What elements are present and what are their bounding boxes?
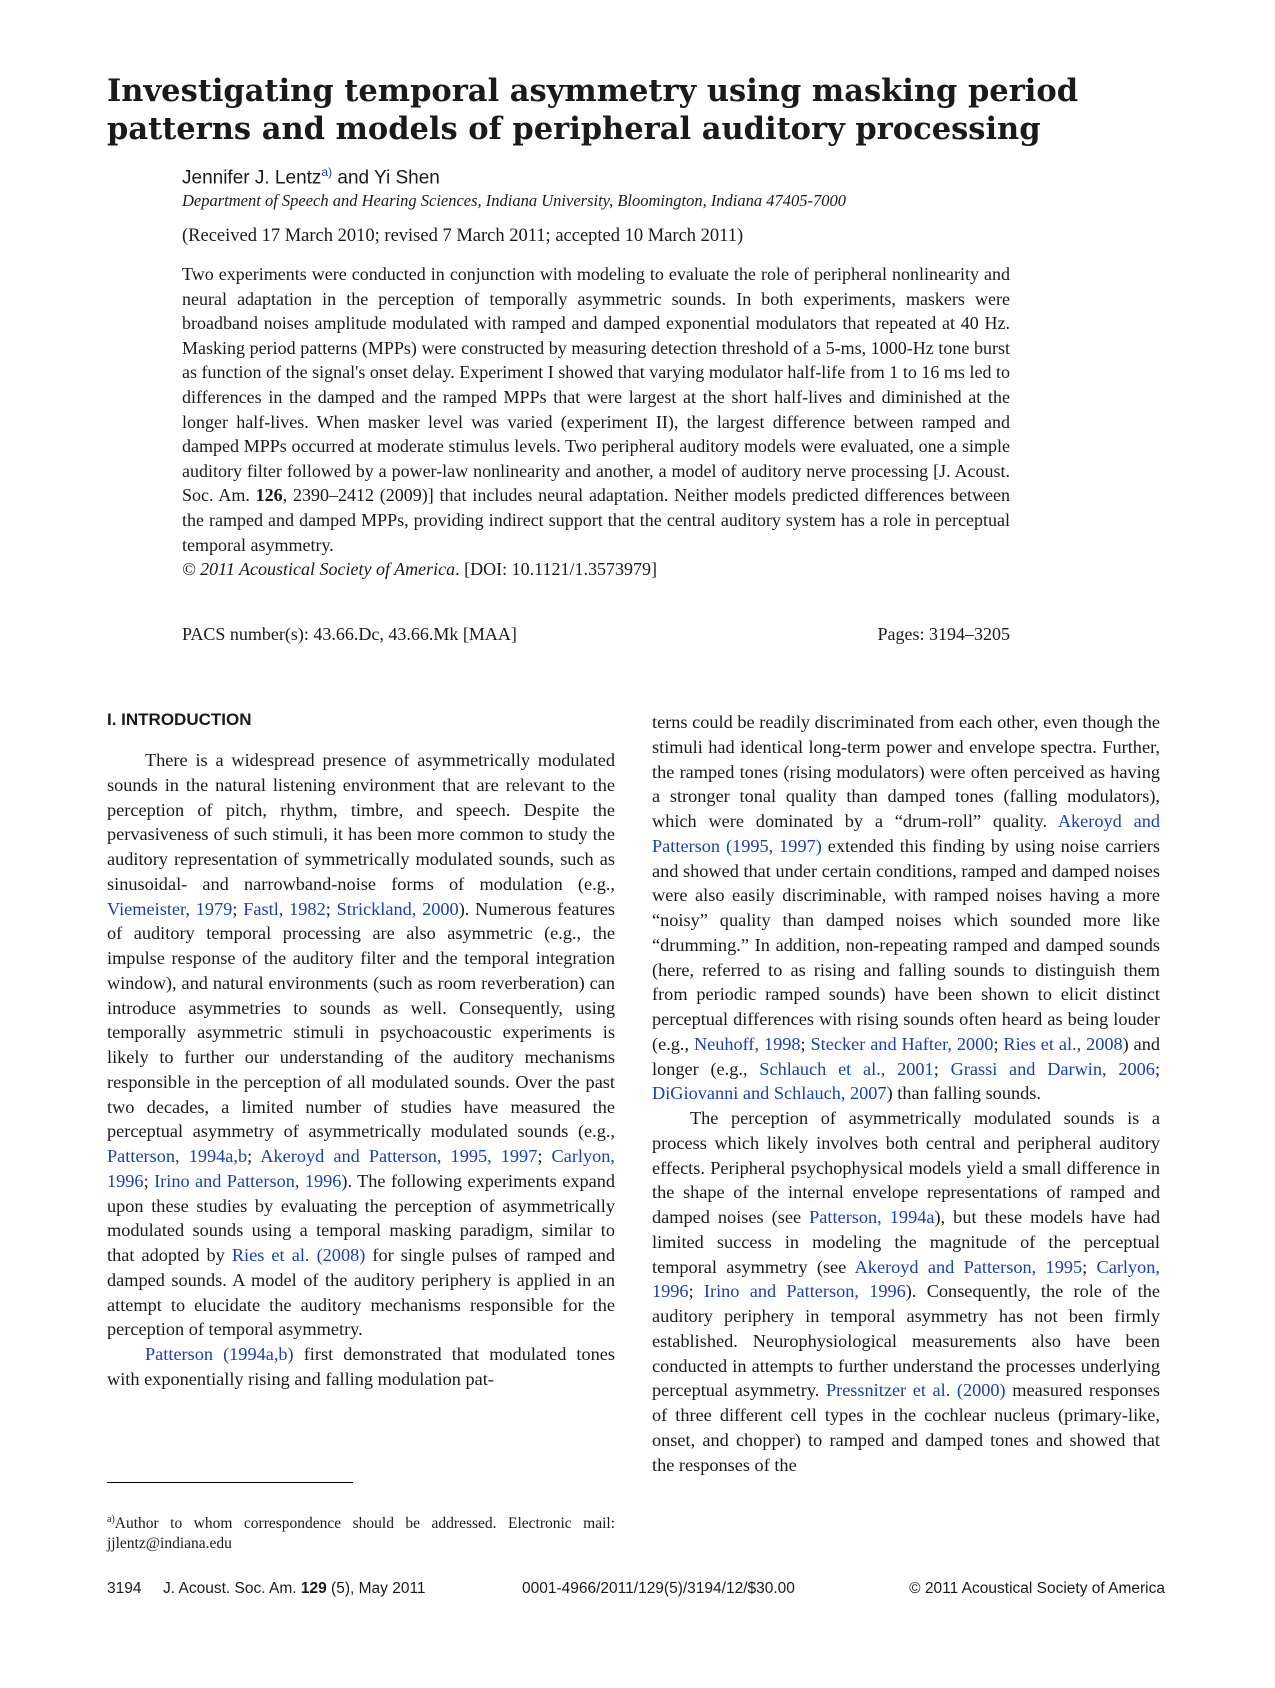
- paragraph: [652, 710, 1160, 1106]
- citation-link[interactable]: Grassi and Darwin, 2006: [950, 1058, 1155, 1079]
- journal-volume: 129: [300, 1580, 327, 1597]
- page-number: 3194: [107, 1580, 142, 1597]
- citation-link[interactable]: Carlyon, 1996: [107, 1146, 615, 1191]
- body-text: terns could be readily discriminated from each other, even though the stimuli had identical long-term power and envelope spectra. Further, the ramped tones (rising modulators) were often perceived as having a stronger tonal quality than damped tones (falling modulators), which were dominated by a “drum-roll” quality.: [652, 712, 1160, 831]
- page-range: Pages: 3194–3205: [877, 624, 1010, 644]
- citation-link[interactable]: Ries et al. (2008): [231, 1245, 366, 1265]
- citation-link[interactable]: Viemeister, 1979: [107, 898, 233, 919]
- body-text: ), but these models have had limited success in modeling the magnitude of the perceptual temporal asymmetry (see: [652, 1207, 1160, 1277]
- abstract: [182, 262, 1010, 582]
- citation-link[interactable]: Patterson (1994a,b): [145, 1344, 294, 1364]
- footer-copyright: © 2011 Acoustical Society of America: [909, 1580, 1165, 1597]
- body-text: ). The following experiments expand upon these studies by evaluating the perception of asymmetrically modulated sounds using a temporal masking paradigm, similar to that adopted by: [107, 1170, 615, 1265]
- body-text: There is a widespread presence of asymmetrically modulated sounds in the natural listening environment that are relevant to the perception of pitch, rhythm, timbre, and speech. Despite the pervasiveness of such stimuli, it has been more common to study the auditory representation of symmetrically modulated sounds, such as sinusoidal- and narrowband-noise forms of modulation (e.g.,: [107, 750, 615, 894]
- citation-link[interactable]: Stecker and Hafter, 2000: [810, 1033, 994, 1054]
- footnote-text: Author to whom correspondence should be addressed. Electronic mail: jjlentz@indiana.edu: [107, 1515, 615, 1553]
- footer-left: [107, 1580, 426, 1598]
- abstract-copyright: © 2011 Acoustical Society of America: [182, 559, 456, 580]
- paragraph: [107, 748, 615, 1342]
- pacs-numbers: PACS number(s): 43.66.Dc, 43.66.Mk [MAA]: [182, 624, 517, 644]
- body-text: ;: [537, 1146, 552, 1166]
- citation-link[interactable]: Akeroyd and Patterson (1995, 1997): [652, 811, 1160, 856]
- body-text: ;: [933, 1058, 951, 1079]
- citation-link[interactable]: DiGiovanni and Schlauch, 2007: [652, 1083, 887, 1104]
- left-column: [107, 748, 615, 1392]
- abstract-doi: . [DOI: 10.1121/1.3573979]: [455, 559, 657, 580]
- citation-link[interactable]: Irino and Patterson, 1996: [703, 1281, 906, 1302]
- body-text: ;: [325, 898, 337, 919]
- citation-link[interactable]: Carlyon, 1996: [652, 1256, 1160, 1302]
- citation-link[interactable]: Neuhoff, 1998: [693, 1033, 801, 1054]
- citation-link[interactable]: Fastl, 1982: [243, 898, 326, 919]
- citation-link[interactable]: Ries et al., 2008: [1003, 1033, 1123, 1054]
- paper-title: Investigating temporal asymmetry using masking period patterns and models of peripheral auditory processing: [107, 73, 1079, 147]
- body-text: first demonstrated that modulated tones with exponentially rising and falling modulation pat-: [107, 1344, 615, 1389]
- affiliation: Department of Speech and Hearing Sciences, Indiana University, Bloomington, Indiana 47405-7000: [182, 191, 847, 210]
- body-text: ;: [993, 1033, 1004, 1054]
- citation-link[interactable]: Patterson, 1994a,b: [107, 1146, 248, 1166]
- footer-code: 0001-4966/2011/129(5)/3194/12/$30.00: [522, 1580, 795, 1597]
- paragraph: [107, 1342, 615, 1392]
- author-name: Yi Shen: [374, 167, 440, 189]
- journal-name: J. Acoust. Soc. Am.: [163, 1580, 301, 1597]
- body-text: ;: [1082, 1256, 1097, 1277]
- body-text: for single pulses of ramped and damped sounds. A model of the auditory periphery is applied in an attempt to elucidate the auditory mechanisms responsible for the perception of temporal asymmetry.: [107, 1245, 615, 1340]
- citation-link[interactable]: Patterson, 1994a: [809, 1207, 935, 1227]
- citation-link[interactable]: Irino and Patterson, 1996: [154, 1170, 342, 1191]
- journal-issue: (5), May 2011: [326, 1580, 426, 1597]
- body-text: ;: [800, 1033, 811, 1054]
- body-text: ;: [688, 1281, 704, 1302]
- body-text: ;: [143, 1170, 155, 1191]
- body-text: ) than falling sounds.: [886, 1083, 1041, 1104]
- body-text: ). Consequently, the role of the auditory periphery in temporal asymmetry has not been firmly established. Neurophysiological measurements also have been conducted in attempts to further understand the processes underlying perceptual asymmetry.: [652, 1281, 1160, 1401]
- right-column: [652, 710, 1160, 1477]
- citation-link[interactable]: Akeroyd and Patterson, 1995, 1997: [260, 1146, 538, 1166]
- body-text: ) and longer (e.g.,: [652, 1033, 1161, 1079]
- body-text: ;: [232, 898, 244, 919]
- footnote-mark: a): [107, 1514, 115, 1525]
- author-name: Jennifer J. Lentz: [182, 167, 322, 189]
- citation-link[interactable]: Akeroyd and Patterson, 1995: [854, 1256, 1083, 1277]
- section-heading: I. INTRODUCTION: [107, 710, 252, 729]
- footnote: [107, 1510, 615, 1554]
- footnote-divider: [107, 1482, 353, 1483]
- received-dates: (Received 17 March 2010; revised 7 March 2011; accepted 10 March 2011): [182, 226, 744, 246]
- author-line: [182, 165, 440, 189]
- citation-link[interactable]: Pressnitzer et al. (2000): [825, 1380, 1006, 1401]
- abstract-text: Two experiments were conducted in conjunction with modeling to evaluate the role of peripheral nonlinearity and neural adaptation in the perception of temporally asymmetric sounds. In both experiments, maskers were broadband noises amplitude modulated with ramped and damped exponential modulators that repeated at 40 Hz. Masking period patterns (MPPs) were constructed by measuring detection threshold of a 5-ms, 1000-Hz tone burst as function of the signal's onset delay. Experiment I showed that varying modulator half-life from 1 to 16 ms led to differences in the damped and the ramped MPPs that were largest at the short half-lives and diminished at the longer half-lives. When masker level was varied (experiment II), the largest difference between ramped and damped MPPs occurred at moderate stimulus levels. Two peripheral auditory models were evaluated, one a simple auditory filter followed by a power-law nonlinearity and another, a model of auditory nerve processing [J. Acoust. Soc. Am.: [182, 264, 1010, 506]
- body-text: ;: [1154, 1058, 1161, 1079]
- body-text: measured responses of three different cell types in the cochlear nucleus (primary-like, onset, and chopper) to ramped and damped tones and showed that the responses of the: [652, 1380, 1160, 1475]
- body-text: extended this finding by using noise carriers and showed that under certain conditions, ramped and damped noises were also easily discriminable, with ramped noises having a more “noisy” quality than damped noises which sounded more like “drumming.” In addition, non-repeating ramped and damped sounds (here, referred to as rising and falling sounds to distinguish them from periodic ramped sounds) have been shown to elicit distinct perceptual differences with rising sounds often heard as being louder (e.g.,: [652, 835, 1160, 1054]
- body-text: The perception of asymmetrically modulated sounds is a process which likely involves both central and peripheral auditory effects. Peripheral psychophysical models yield a small difference in the shape of the internal envelope representations of ramped and damped noises (see: [652, 1108, 1160, 1227]
- author-joiner: and: [332, 167, 375, 189]
- abstract-volume: 126: [255, 485, 283, 506]
- citation-link[interactable]: Schlauch et al., 2001: [759, 1058, 934, 1079]
- body-text: ;: [247, 1146, 261, 1166]
- body-text: ). Numerous features of auditory temporal processing are also asymmetric (e.g., the impulse response of the auditory filter and the temporal integration window), and natural environments (such as room reverberation) can introduce asymmetries to sounds as well. Consequently, using temporally asymmetric stimuli in psychoacoustic experiments is likely to further our understanding of the auditory mechanisms responsible in the perception of all modulated sounds. Over the past two decades, a limited number of studies have measured the perceptual asymmetry of asymmetrically modulated sounds (e.g.,: [107, 898, 615, 1142]
- citation-link[interactable]: Strickland, 2000: [336, 898, 459, 919]
- paragraph: [652, 1106, 1160, 1477]
- abstract-text-end: , 2390–2412 (2009)] that includes neural adaptation. Neither models predicted differences between the ramped and damped MPPs, providing indirect support that the central auditory system has a role in perceptual temporal asymmetry.: [182, 485, 1010, 555]
- footnote-marker[interactable]: a): [321, 165, 333, 179]
